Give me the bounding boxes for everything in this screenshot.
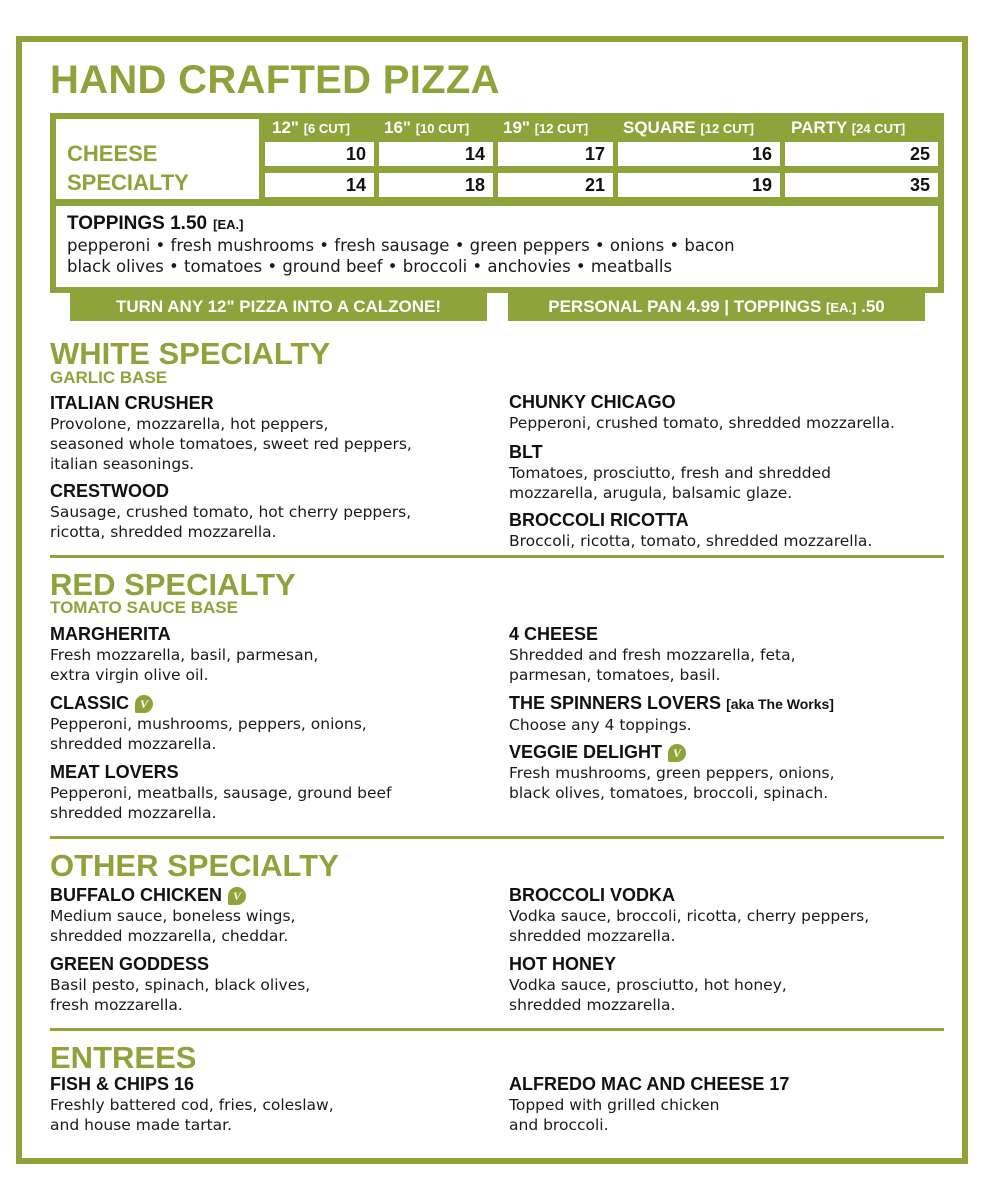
toppings-list-2: black olives • tomatoes • ground beef • broccoli • anchovies • meatballs (67, 257, 673, 276)
item-desc: Provolone, mozzarella, hot peppers, seasoned whole tomatoes, sweet red peppers, italian seasonings. (50, 415, 412, 473)
price-cheese-19: 17 (498, 142, 613, 166)
item-name: THE SPINNERS LOVERS [aka The Works] (509, 693, 834, 713)
menu-item-spinners-lovers (509, 693, 939, 735)
menu-item-crestwood (50, 481, 490, 542)
item-desc: Fresh mushrooms, green peppers, onions, black olives, tomatoes, broccoli, spinach. (509, 764, 835, 802)
menu-item-buffalo-chicken (50, 885, 490, 946)
menu-item-broccoli-ricotta (509, 510, 949, 551)
section-title-red: RED SPECIALTY (50, 567, 296, 602)
item-name: MARGHERITA (50, 624, 171, 644)
price-specialty-square: 19 (618, 173, 780, 197)
item-desc: Topped with grilled chicken and broccoli. (509, 1096, 720, 1134)
menu-item-green-goddess (50, 954, 490, 1015)
menu-item-blt (509, 442, 949, 503)
item-desc: Sausage, crushed tomato, hot cherry peppers, ricotta, shredded mozzarella. (50, 503, 412, 541)
price-cheese-party: 25 (785, 142, 938, 166)
section-divider (50, 555, 944, 558)
item-desc: Pepperoni, crushed tomato, shredded mozzarella. (509, 414, 895, 432)
section-title-other: OTHER SPECIALTY (50, 848, 339, 883)
col-head-19: 19" [12 CUT] (503, 118, 589, 137)
section-title-entrees: ENTREES (50, 1040, 197, 1075)
item-name: HOT HONEY (509, 954, 617, 974)
item-name: ITALIAN CRUSHER (50, 393, 214, 413)
item-name: ALFREDO MAC AND CHEESE 17 (509, 1074, 790, 1094)
calzone-banner: TURN ANY 12" PIZZA INTO A CALZONE! (70, 292, 487, 321)
item-name: CLASSIC V (50, 693, 490, 714)
item-desc: Fresh mozzarella, basil, parmesan, extra virgin olive oil. (50, 646, 319, 684)
item-name: CRESTWOOD (50, 481, 169, 501)
item-desc: Vodka sauce, prosciutto, hot honey, shredded mozzarella. (509, 976, 787, 1014)
menu-item-broccoli-vodka (509, 885, 949, 946)
item-name: 4 CHEESE (509, 624, 599, 644)
price-specialty-12: 14 (265, 173, 374, 197)
item-name: BUFFALO CHICKEN V (50, 885, 490, 906)
menu-item-alfredo-mac (509, 1074, 949, 1135)
row-label-cheese: CHEESE (67, 141, 158, 166)
item-name: BROCCOLI RICOTTA (509, 510, 689, 530)
item-name: VEGGIE DELIGHT V (509, 742, 949, 763)
item-name: GREEN GODDESS (50, 954, 210, 974)
item-desc: Pepperoni, mushrooms, peppers, onions, shredded mozzarella. (50, 715, 367, 753)
price-specialty-party: 35 (785, 173, 938, 197)
item-desc: Vodka sauce, broccoli, ricotta, cherry peppers, shredded mozzarella. (509, 907, 870, 945)
item-desc: Broccoli, ricotta, tomato, shredded mozzarella. (509, 532, 873, 550)
col-head-party: PARTY [24 CUT] (791, 118, 906, 137)
vegetarian-icon: V (135, 695, 153, 713)
menu-item-veggie-delight (509, 742, 949, 803)
item-name: BLT (509, 442, 543, 462)
section-divider (50, 836, 944, 839)
section-subtitle-red: TOMATO SAUCE BASE (50, 598, 238, 617)
section-title-white: WHITE SPECIALTY (50, 336, 331, 371)
toppings-title: TOPPINGS 1.50 [EA.] (67, 213, 244, 234)
price-cheese-16: 14 (379, 142, 493, 166)
menu-item-hot-honey (509, 954, 949, 1015)
col-head-16: 16" [10 CUT] (384, 118, 470, 137)
menu-item-fish-chips (50, 1074, 490, 1135)
row-label-specialty: SPECIALTY (67, 170, 189, 195)
item-desc: Shredded and fresh mozzarella, feta, parmesan, tomatoes, basil. (509, 646, 796, 684)
item-name: MEAT LOVERS (50, 762, 179, 782)
personal-pan-banner: PERSONAL PAN 4.99 | TOPPINGS [EA.] .50 (508, 292, 925, 321)
item-desc: Choose any 4 toppings. (509, 716, 692, 734)
item-name: BROCCOLI VODKA (509, 885, 675, 905)
menu-item-4-cheese (509, 624, 949, 685)
price-cheese-12: 10 (265, 142, 374, 166)
item-desc: Freshly battered cod, fries, coleslaw, and house made tartar. (50, 1096, 334, 1134)
vegetarian-icon: V (668, 744, 686, 762)
section-divider (50, 1028, 944, 1031)
col-head-square: SQUARE [12 CUT] (623, 118, 754, 137)
price-specialty-19: 21 (498, 173, 613, 197)
price-cheese-square: 16 (618, 142, 780, 166)
vegetarian-icon: V (228, 887, 246, 905)
price-specialty-16: 18 (379, 173, 493, 197)
item-name: CHUNKY CHICAGO (509, 392, 676, 412)
menu-item-chunky-chicago (509, 392, 949, 433)
col-head-12: 12" [6 CUT] (272, 118, 350, 137)
toppings-list-1: pepperoni • fresh mushrooms • fresh sausage • green peppers • onions • bacon (67, 236, 735, 255)
menu-item-italian-crusher (50, 393, 490, 474)
item-desc: Medium sauce, boneless wings, shredded mozzarella, cheddar. (50, 907, 296, 945)
item-name: FISH & CHIPS 16 (50, 1074, 195, 1094)
menu-item-margherita (50, 624, 490, 685)
menu-item-meat-lovers (50, 762, 490, 823)
page-title: HAND CRAFTED PIZZA (50, 58, 500, 102)
item-desc: Tomatoes, prosciutto, fresh and shredded mozzarella, arugula, balsamic glaze. (509, 464, 831, 502)
item-desc: Pepperoni, meatballs, sausage, ground beef shredded mozzarella. (50, 784, 392, 822)
section-subtitle-white: GARLIC BASE (50, 368, 168, 387)
menu-item-classic (50, 693, 490, 754)
item-desc: Basil pesto, spinach, black olives, fresh mozzarella. (50, 976, 311, 1014)
